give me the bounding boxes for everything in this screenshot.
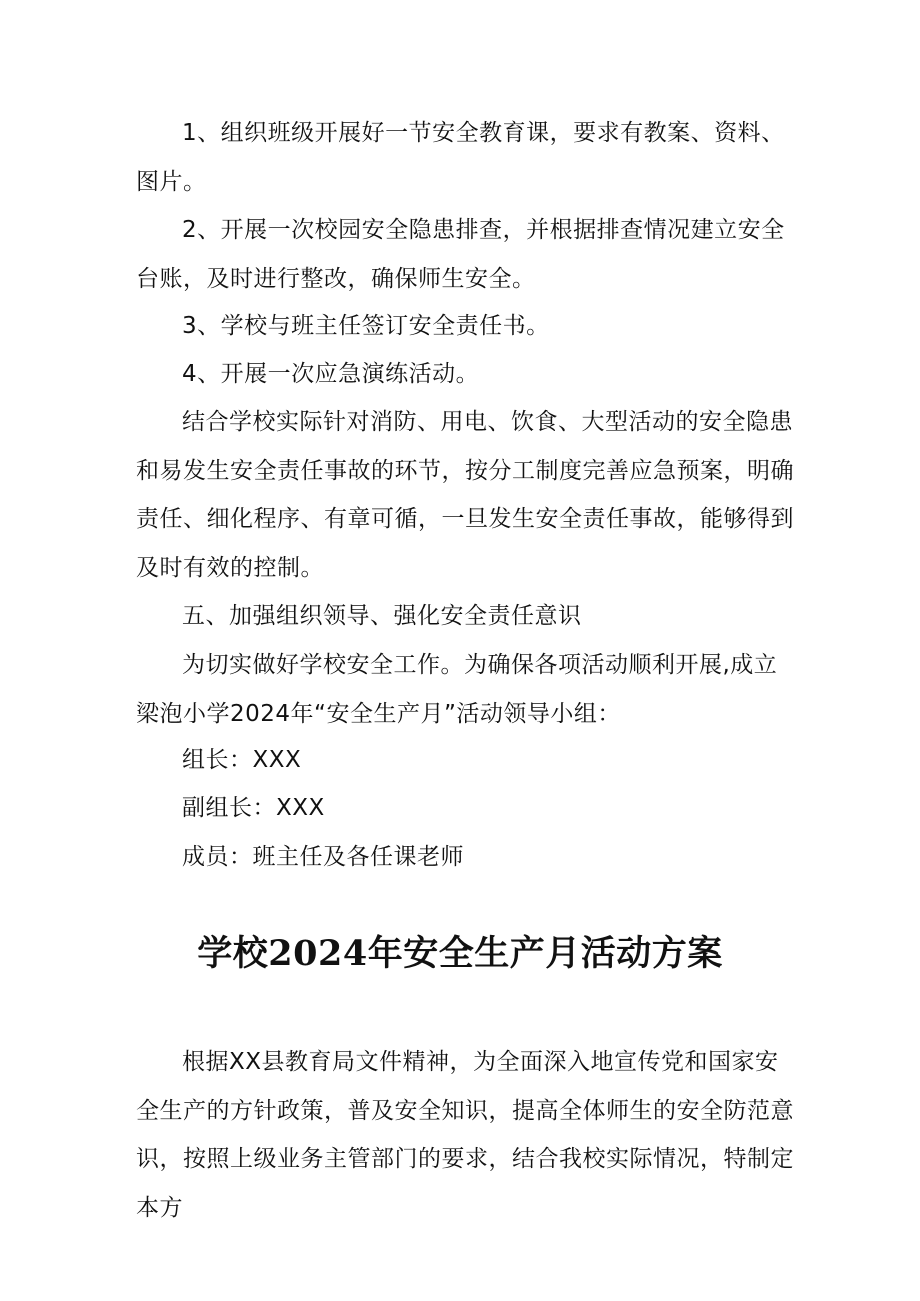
item-1: 1、组织班级开展好一节安全教育课，要求有教案、资料、图片。 — [136, 120, 785, 195]
section-five-heading: 五、加强组织领导、强化安全责任意识 — [182, 603, 582, 629]
item-3: 3、学校与班主任签订安全责任书。 — [182, 313, 550, 339]
leadership-paragraph: 为切实做好学校安全工作。为确保各项活动顺利开展,成立梁泡小学2024年“安全生产月”活动领导小组： — [136, 652, 778, 727]
emergency-plan-paragraph: 结合学校实际针对消防、用电、饮食、大型活动的安全隐患和易发生安全责任事故的环节，按分工制度完善应急预案，明确责任、细化程序、有章可循，一旦发生安全责任事故，能够得到及时有效的控制。 — [136, 409, 794, 581]
deputy-leader-line: 副组长：XXX — [182, 795, 325, 821]
members-line: 成员：班主任及各任课老师 — [182, 844, 464, 870]
group-leader-line: 组长：XXX — [182, 747, 302, 773]
item-4: 4、开展一次应急演练活动。 — [182, 361, 480, 387]
document-title: 学校2024年安全生产月活动方案 — [197, 933, 723, 974]
item-2: 2、开展一次校园安全隐患排查，并根据排查情况建立安全台账，及时进行整改，确保师生安全。 — [136, 217, 785, 292]
intro-paragraph: 根据XX县教育局文件精神，为全面深入地宣传党和国家安全生产的方针政策，普及安全知识，提高全体师生的安全防范意识，按照上级业务主管部门的要求，结合我校实际情况，特制定本方 — [136, 1049, 794, 1221]
